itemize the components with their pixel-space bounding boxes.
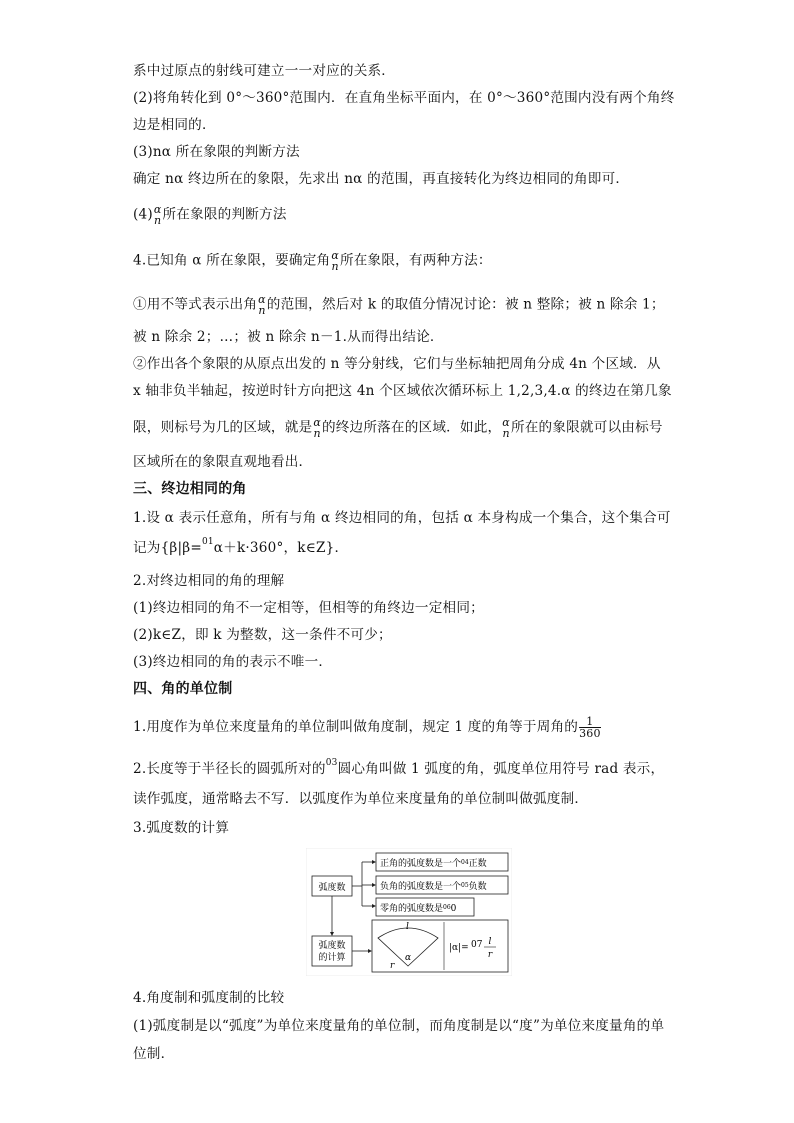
text-line: 3.弧度数的计算	[133, 820, 230, 836]
sector-angle-label: α	[405, 953, 412, 963]
text-line: x 轴非负半轴起，按逆时针方向把这 4n 个区域依次循环标上 1,2,3,4.α 的终边在第几象	[133, 383, 672, 399]
text-line: 系中过原点的射线可建立一一对应的关系．	[133, 63, 396, 79]
fraction-numerator: α	[258, 293, 266, 306]
calc-box-label: 弧度数	[318, 941, 346, 951]
main-box-label: 弧度数	[318, 883, 346, 893]
answer-marker: 07	[471, 940, 483, 950]
text-line: ②作出各个象限的从原点出发的 n 等分射线，它们与坐标轴把周角分成 4n 个区域．从	[133, 356, 661, 372]
fraction-denominator: n	[502, 427, 510, 440]
fraction-denominator: n	[258, 304, 266, 317]
text-line: 位制．	[133, 1046, 175, 1062]
calc-box-label: 的计算	[318, 953, 346, 963]
text-line: 2.对终边相同的角的理解	[133, 573, 285, 589]
text-line: 1.设 α 表示任意角，所有与角 α 终边相同的角，包括 α 本身构成一个集合，这个集合可	[133, 510, 671, 526]
text-fragment: ①用不等式表示出角	[133, 296, 258, 313]
text-line: 读作弧度，通常略去不写．以弧度作为单位来度量角的单位制叫做弧度制．	[133, 791, 589, 807]
text-line	[133, 204, 287, 226]
fraction-numerator: α	[502, 416, 510, 429]
text-line: 被 n 除余 2；…；被 n 除余 n－1.从而得出结论．	[133, 329, 444, 345]
text-line: 区域所在的象限直观地看出．	[133, 454, 313, 470]
fraction-alpha-over-n	[258, 294, 266, 316]
text-line	[133, 250, 492, 272]
fraction-numerator: 1	[579, 716, 601, 728]
sector-arc-label: l	[406, 922, 409, 932]
row-text: 正角的弧度数是一个$^{04}$正数	[380, 859, 487, 869]
text-line: 边是相同的．	[133, 117, 216, 133]
fraction-numerator: α	[153, 203, 162, 216]
fraction-numerator: α	[313, 416, 321, 429]
formula-numerator: l	[488, 937, 492, 947]
text-fragment: 圆心角叫做 1 弧度的角，弧度单位用符号 rad 表示，	[337, 761, 665, 777]
text-fragment: 1.用度作为单位来度量角的单位制叫做角度制，规定 1 度的角等于周角的	[133, 719, 579, 735]
text-line: (1)终边相同的角不一定相等，但相等的角终边一定相同；	[133, 600, 484, 616]
text-line: (3)终边相同的角的表示不唯一．	[133, 654, 333, 670]
text-line	[133, 294, 665, 316]
fraction-alpha-over-n	[313, 417, 321, 439]
text-line	[133, 417, 663, 439]
text-fragment: 所在象限，有两种方法：	[339, 252, 492, 269]
text-fragment: 限，则标号为几的区域，就是	[133, 419, 313, 436]
text-line: (2)k∈Z，即 k 为整数，这一条件不可少；	[133, 627, 392, 643]
fraction-denominator: n	[331, 260, 339, 273]
formula-lhs: |α|=	[449, 943, 469, 953]
fraction-numerator: α	[331, 249, 339, 262]
fraction-denominator: n	[154, 214, 162, 227]
row-text: 负角的弧度数是一个$^{05}$负数	[380, 882, 487, 892]
text-fragment: 记为{β|β=	[133, 540, 202, 556]
text-line: (2)将角转化到 0°～360°范围内．在直角坐标平面内，在 0°～360°范围内没有两个角终	[133, 90, 675, 106]
text-fragment: 的范围，然后对 k 的取值分情况讨论：被 n 整除；被 n 除余 1；	[266, 296, 665, 313]
section-heading: 四、角的单位制	[133, 681, 233, 697]
text-line: 4.角度制和弧度制的比较	[133, 990, 285, 1006]
row-text: 零角的弧度数是$^{06}$0	[380, 904, 457, 914]
text-line: (1)弧度制是以“弧度”为单位来度量角的单位制，而角度制是以“度”为单位来度量角的单	[133, 1018, 665, 1034]
fraction-alpha-over-n	[154, 204, 162, 226]
fraction-denominator: 360	[579, 727, 601, 740]
text-fragment: α＋k·360°，k∈Z}．	[213, 540, 349, 556]
text-fragment: 2.长度等于半径长的圆弧所对的	[133, 761, 326, 777]
fraction-denominator: n	[313, 427, 321, 440]
text-line: 确定 nα 终边所在的象限，先求出 nα 的范围，再直接转化为终边相同的角即可．	[133, 171, 630, 187]
text-fragment: 4.已知角 α 所在象限，要确定角	[133, 252, 331, 269]
radian-calculation-diagram	[306, 848, 512, 976]
fraction-alpha-over-n	[502, 417, 510, 439]
formula-denominator: r	[487, 950, 493, 960]
sector-radius-label: r	[390, 961, 395, 971]
section-heading: 三、终边相同的角	[133, 481, 247, 497]
fraction-alpha-over-n	[331, 250, 339, 272]
answer-marker: 03	[325, 758, 338, 768]
text-fragment: 所在的象限就可以由标号	[510, 419, 663, 436]
text-fragment: (4)	[133, 206, 153, 223]
fraction-one-over-360	[579, 716, 601, 739]
text-line	[133, 760, 664, 778]
answer-marker: 01	[201, 537, 214, 547]
text-fragment: 所在象限的判断方法	[162, 206, 287, 223]
text-line	[133, 539, 348, 557]
text-line: (3)nα 所在象限的判断方法	[133, 144, 300, 160]
text-line	[133, 716, 602, 739]
text-fragment: 的终边所落在的区域．如此，	[321, 419, 502, 436]
